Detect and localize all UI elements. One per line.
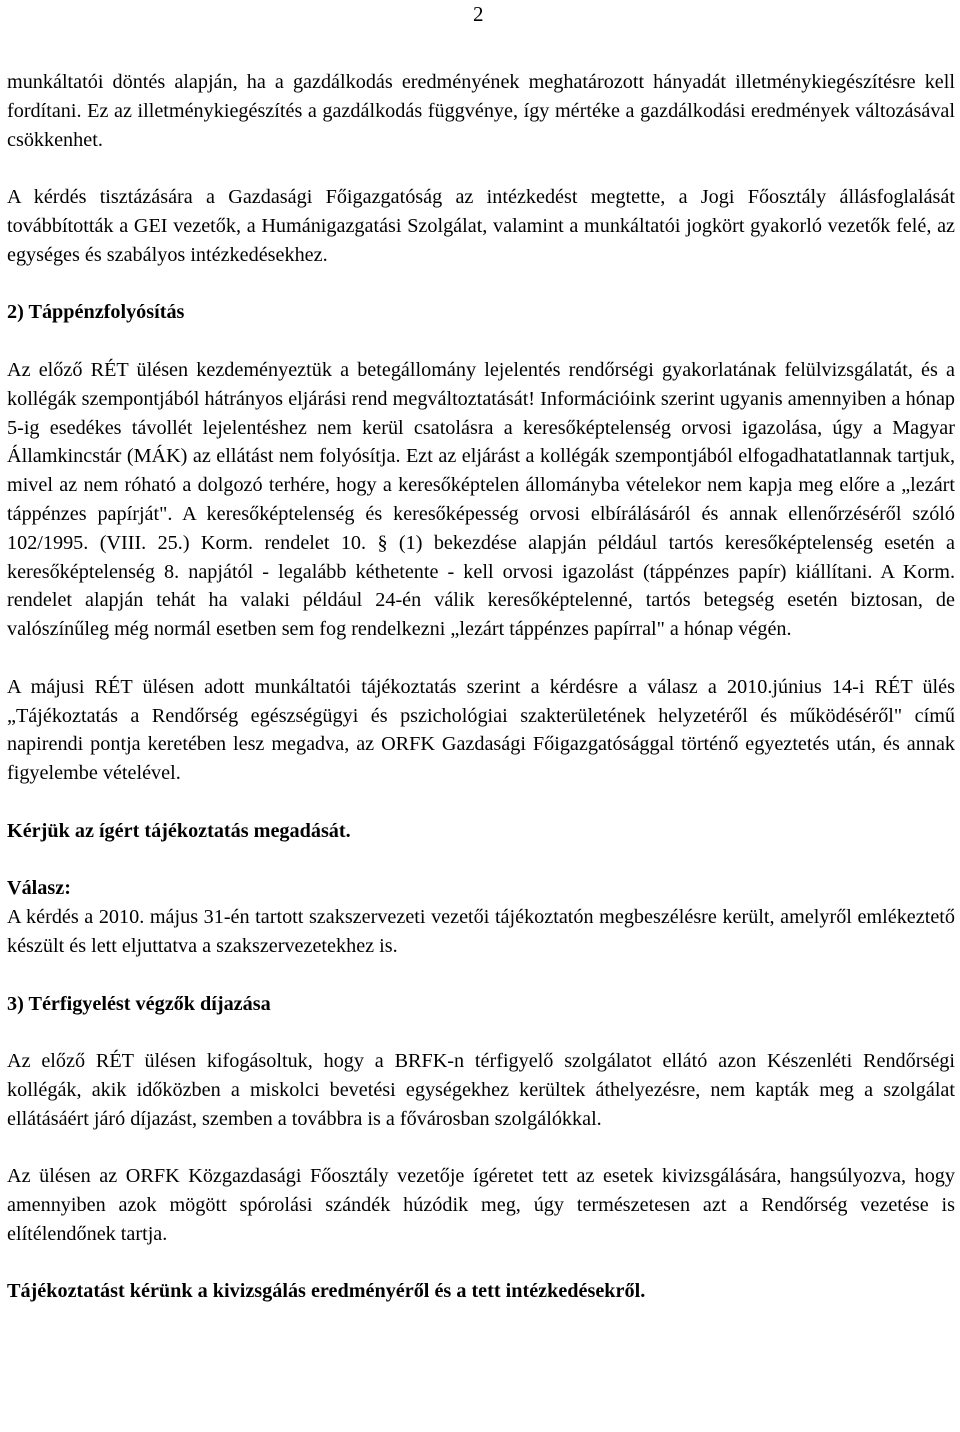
section-heading-surveillance-pay: 3) Térfigyelést végzők díjazása xyxy=(7,992,271,1015)
paragraph-sick-pay: Az előző RÉT ülésen kezdeményeztük a betegállomány lejelentés rendőrségi gyakorlatának felülvizsgálatát, és a kollégák szempontjából hátrányos eljárási rend megváltoztatását! Információink szerint ugyanis amennyiben a hónap 5-ig esedékes távollét lejelentéshez nem kerül csatolásra a keresőképtelenség orvosi igazolása, úgy a Magyar Államkincstár (MÁK) az ellátást nem folyósítja. Ezt az eljárást a kollégák szempontjából elfogadhatatlannak tartjuk, mivel az nem róható a dolgozó terhére, hogy a keresőképtelen állományba vételekor nem kapja meg előre a „lezárt táppénzes papírját". A keresőképtelenség és keresőképesség orvosi elbírálásáról és annak ellenőrzéséről szóló 102/1995. (VIII. 25.) Korm. rendelet 10. § (1) bekezdése alapján például tartós keresőképtelenség esetén a keresőképtelenség 8. napjától - legalább kéthetente - kell orvosi igazolást (táppénzes papír) kiállítani. A Korm. rendelet alapján tehát ha valaki például 24-én válik keresőképtelenné, tartós betegség esetén biztosan, de valószínűleg még normál esetben sem fog rendelkezni „lezárt táppénzes papírral" a hónap végén. xyxy=(7,358,955,641)
document-body xyxy=(7,68,955,1306)
request-investigation-result: Tájékoztatást kérünk a kivizsgálás eredményéről és a tett intézkedésekről. xyxy=(7,1280,646,1303)
paragraph-surveillance-objection: Az előző RÉT ülésen kifogásoltuk, hogy a BRFK-n térfigyelő szolgálatot ellátó azon Készenléti Rendőrségi kollégák, akik időközben a miskolci bevetési egységekhez kerültek áthelyezésre, nem kapták meg a szolgálat ellátásáért járó díjazást, szemben a továbbra is a fővárosban szolgálókkal. xyxy=(7,1050,955,1130)
section-heading-sick-pay: 2) Táppénzfolyósítás xyxy=(7,301,185,324)
request-information: Kérjük az ígért tájékoztatás megadását. xyxy=(7,819,351,842)
paragraph-salary-supplement: munkáltatói döntés alapján, ha a gazdálkodás eredményének meghatározott hányadát illetménykiegészítésre kell fordítani. Ez az illetménykiegészítés a gazdálkodás függvénye, így mértéke a gazdálkodási eredmények változásával csökkenhet. xyxy=(7,71,955,151)
paragraph-may-meeting: A májusi RÉT ülésen adott munkáltatói tájékoztatás szerint a kérdésre a válasz a 2010.június 14-i RÉT ülés „Tájékoztatás a Rendőrség egészségügyi és pszichológiai szakterületének helyzetéről és működéséről" című napirendi pontja keretében lesz megadva, az ORFK Gazdasági Főigazgatósággal történő egyeztetés után, és annak figyelembe vételével. xyxy=(7,675,955,785)
paragraph-clarification: A kérdés tisztázására a Gazdasági Főigazgatóság az intézkedést megtette, a Jogi Főosztály állásfoglalását továbbították a GEI vezetők, a Humánigazgatási Szolgálat, valamint a munkáltatói jogkört gyakorló vezetők felé, az egységes és szabályos intézkedésekhez. xyxy=(7,186,955,266)
paragraph-orfk-promise: Az ülésen az ORFK Közgazdasági Főosztály vezetője ígéretet tett az esetek kivizsgálására, hangsúlyozva, hogy amennyiben azok mögött spórolási szándék húzódik meg, úgy természetesen azt a Rendőrség vezetése is elítélendőnek tartja. xyxy=(7,1165,955,1245)
page-number: 2 xyxy=(473,2,484,26)
answer-label: Válasz: xyxy=(7,877,71,900)
paragraph-answer: A kérdés a 2010. május 31-én tartott szakszervezeti vezetői tájékoztatón megbeszélésre került, amelyről emlékeztető készült és lett eljuttatva a szakszervezetekhez is. xyxy=(7,906,955,957)
